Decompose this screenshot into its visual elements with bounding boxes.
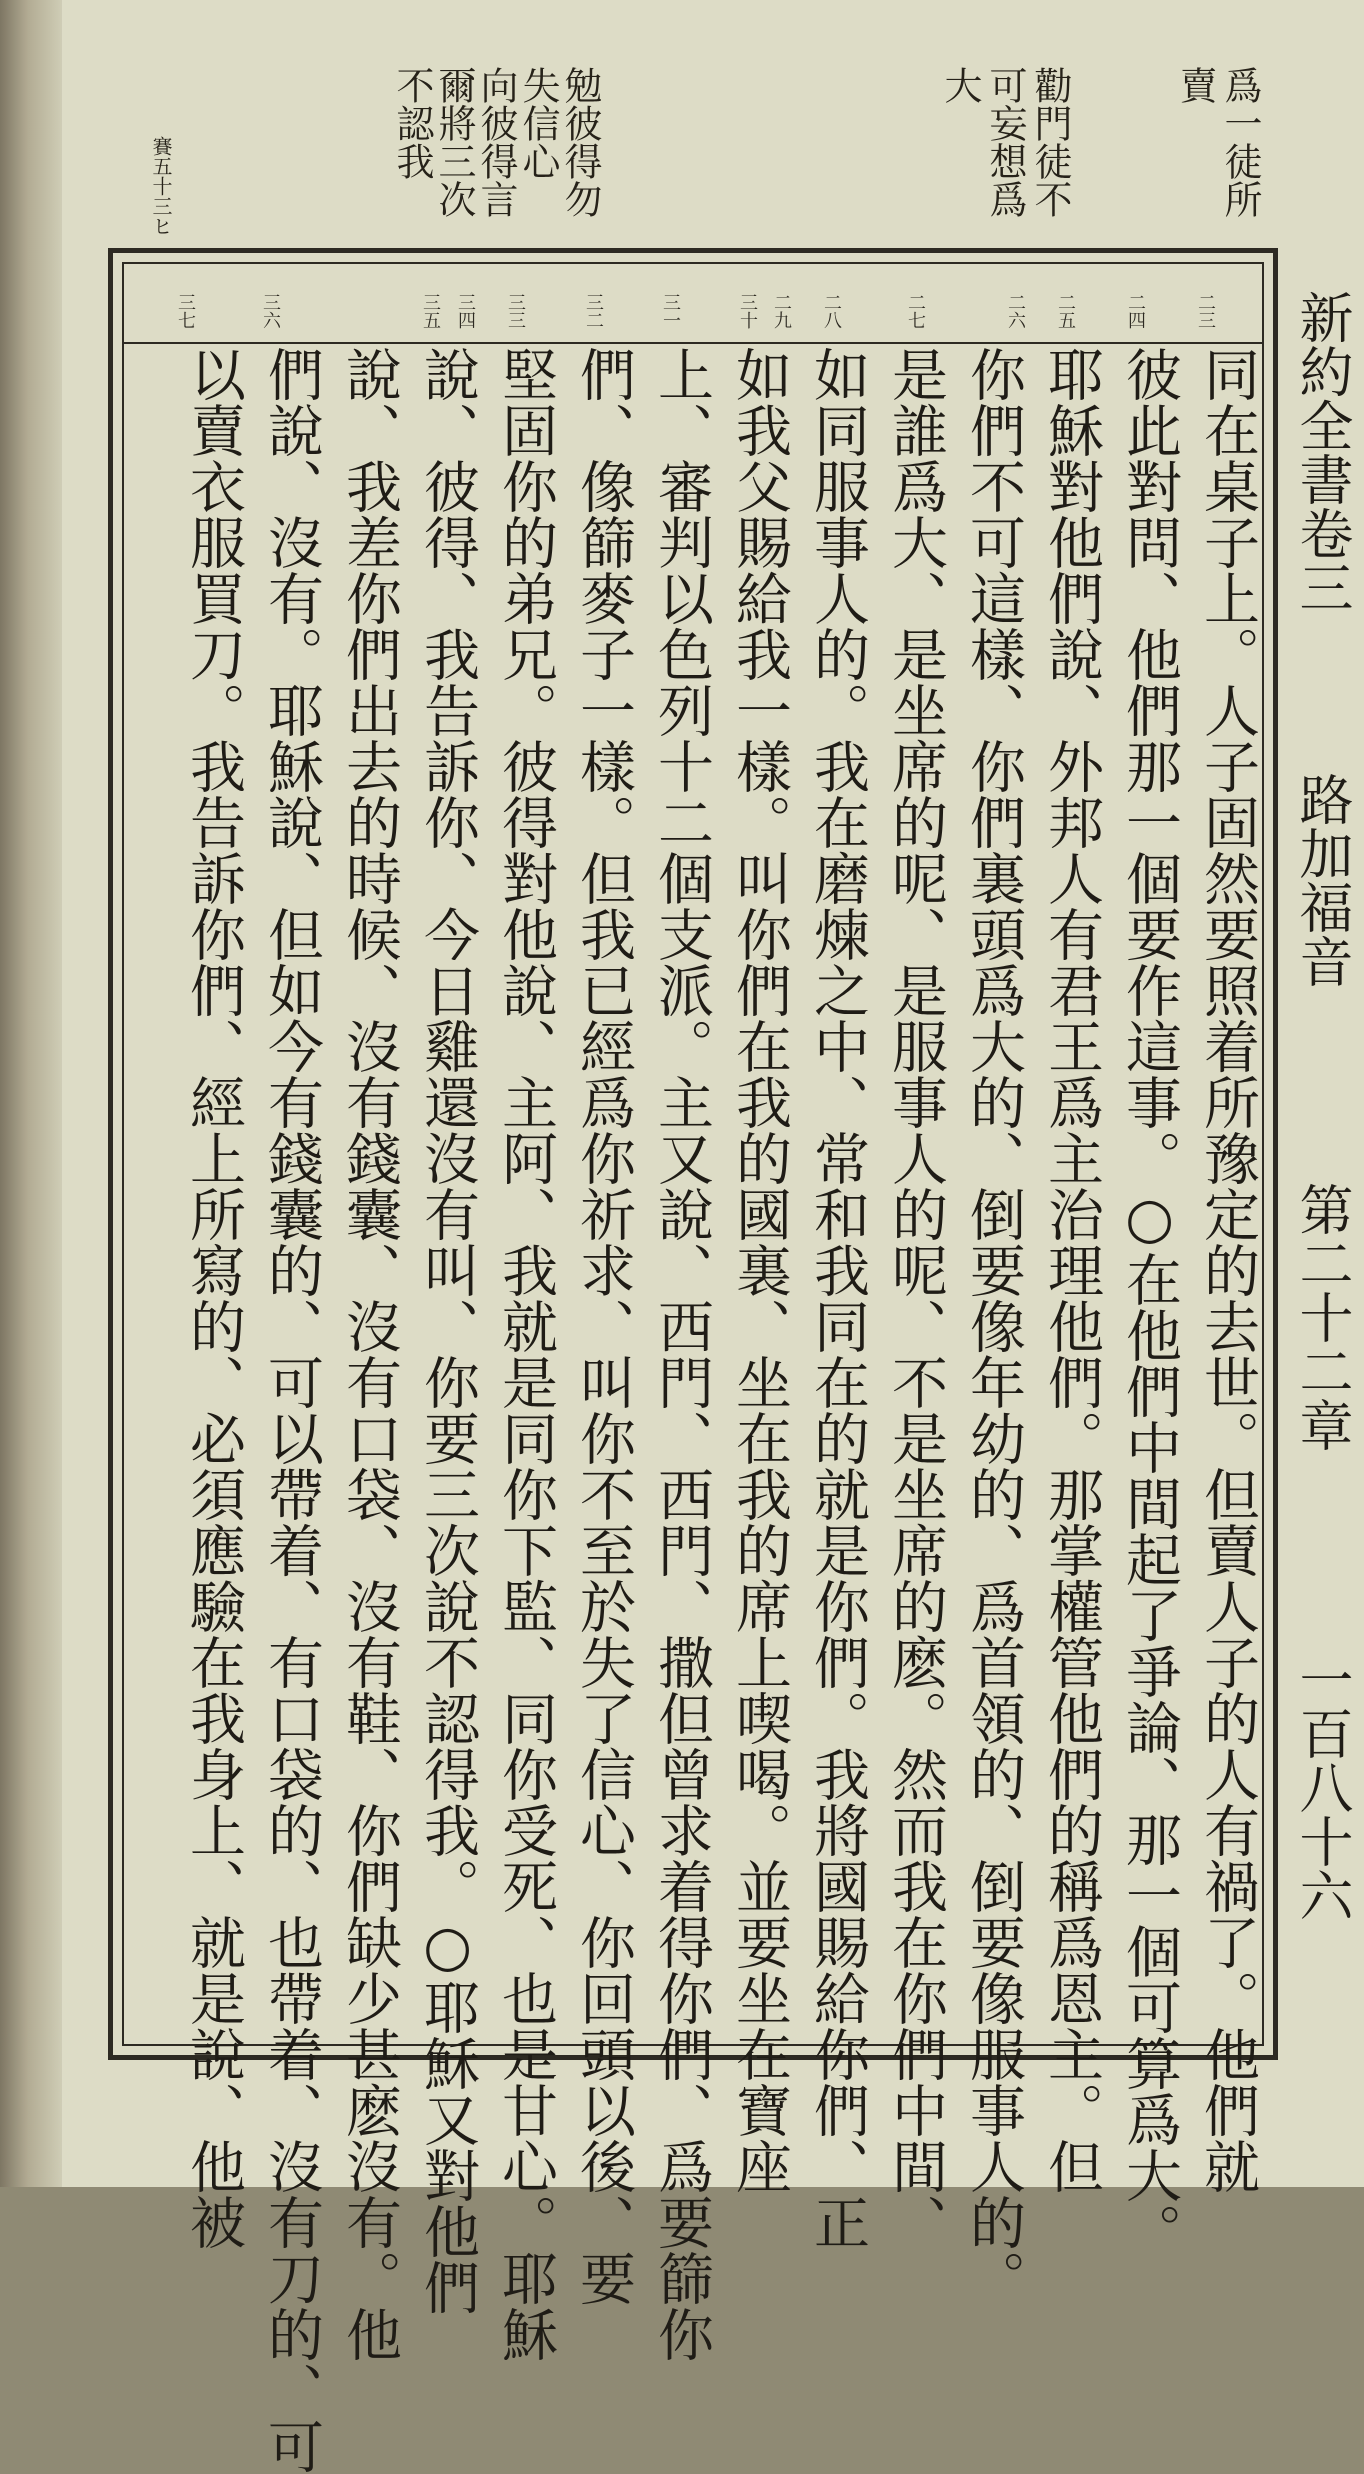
text-column: 是誰爲大、是坐席的呢、是服事人的呢、不是坐席的麽。然而我在你們中間、 xyxy=(883,346,948,2250)
verse-number: 三五 xyxy=(420,293,441,329)
bleed-right-col-2: 賣 xyxy=(1173,66,1217,104)
bleed-cross-reference: 賽五十三ヒ xyxy=(149,136,173,236)
bleed-right-col-5: 大 xyxy=(938,66,982,104)
bleed-left-col-2: 失信心 xyxy=(516,66,560,180)
book-title: 新約全書卷三 xyxy=(1291,290,1354,614)
gospel-title: 路加福音 xyxy=(1291,772,1354,988)
bleed-right-col-4: 可妄想爲 xyxy=(983,66,1027,218)
verse-number: 三六 xyxy=(260,293,281,329)
verse-number: 二七 xyxy=(905,293,926,329)
text-column: 同在桌子上。人子固然要照着所豫定的去世。但賣人子的人有禍了。他們就 xyxy=(1195,346,1260,2194)
text-column: 上、審判以色列十二個支派。主又說、西門、西門、撒但曾求着得你們、爲要篩你 xyxy=(649,346,714,2362)
verse-number: 三三 三四 xyxy=(455,293,526,329)
verse-number: 二八 二九 xyxy=(771,293,842,329)
text-column: 們、像篩麥子一樣。但我已經爲你祈求、叫你不至於失了信心、你回頭以後、要 xyxy=(571,346,636,2306)
verse-number: 三十 xyxy=(737,293,758,329)
verse-number: 三七 xyxy=(175,293,196,329)
chapter-title: 第二十二章 xyxy=(1291,1182,1354,1452)
bleed-left-col-3: 向彼得言 xyxy=(474,66,518,218)
bleed-through-text xyxy=(140,38,1260,243)
text-column: 以賣衣服買刀。我告訴你們、經上所寫的、必須應驗在我身上、就是說、他被 xyxy=(181,346,246,2250)
bleed-left-col-5: 不認我 xyxy=(390,66,434,180)
verse-number: 二四 xyxy=(1125,293,1146,329)
text-column: 說、彼得、我告訴你、今日雞還沒有叫、你要三次說不認得我。○耶穌又對他們 xyxy=(415,346,480,2315)
bleed-left-col-4: 爾將三次 xyxy=(432,66,476,218)
text-column: 你們不可這樣、你們裏頭爲大的、倒要像年幼的、爲首領的、倒要像服事人的。 xyxy=(961,346,1026,2306)
verse-number-divider xyxy=(124,342,1262,344)
page-number: 一百八十六 xyxy=(1291,1652,1354,1922)
verse-number: 二五 二六 xyxy=(1005,293,1076,329)
text-column: 耶穌對他們說、外邦人有君王爲主治理他們。那掌權管他們的稱爲恩主。但 xyxy=(1039,346,1104,2194)
verse-number: 三二 xyxy=(583,293,604,329)
bleed-right-col-1: 爲一徒所 xyxy=(1218,66,1262,218)
bleed-right-col-3: 勸門徒不 xyxy=(1028,66,1072,218)
text-column: 如我父賜給我一樣。叫你們在我的國裏、坐在我的席上喫喝。並要坐在寶座 xyxy=(727,346,792,2194)
text-column: 如同服事人的。我在磨煉之中、常和我同在的就是你們。我將國賜給你們、正 xyxy=(805,346,870,2250)
text-column: 們說、沒有。耶穌說、但如今有錢囊的、可以帶着、有口袋的、也帶着、沒有刀的、可 xyxy=(259,346,324,2474)
bleed-left-col-1: 勉彼得勿 xyxy=(558,66,602,218)
verse-number: 三一 xyxy=(660,293,681,329)
text-column: 彼此對問、他們那一個要作這事。○在他們中間起了爭論、那一個可算爲大。 xyxy=(1117,346,1182,2259)
verse-number: 二三 xyxy=(1195,293,1216,329)
text-body xyxy=(124,346,1262,2474)
text-column: 說、我差你們出去的時候、沒有錢囊、沒有口袋、沒有鞋、你們缺少甚麽沒有。他 xyxy=(337,346,402,2362)
book-spine-shadow xyxy=(0,0,62,2187)
text-column: 堅固你的弟兄。彼得對他說、主阿、我就是同你下監、同你受死、也是甘心。耶穌 xyxy=(493,346,558,2362)
running-header xyxy=(1282,272,1360,2052)
